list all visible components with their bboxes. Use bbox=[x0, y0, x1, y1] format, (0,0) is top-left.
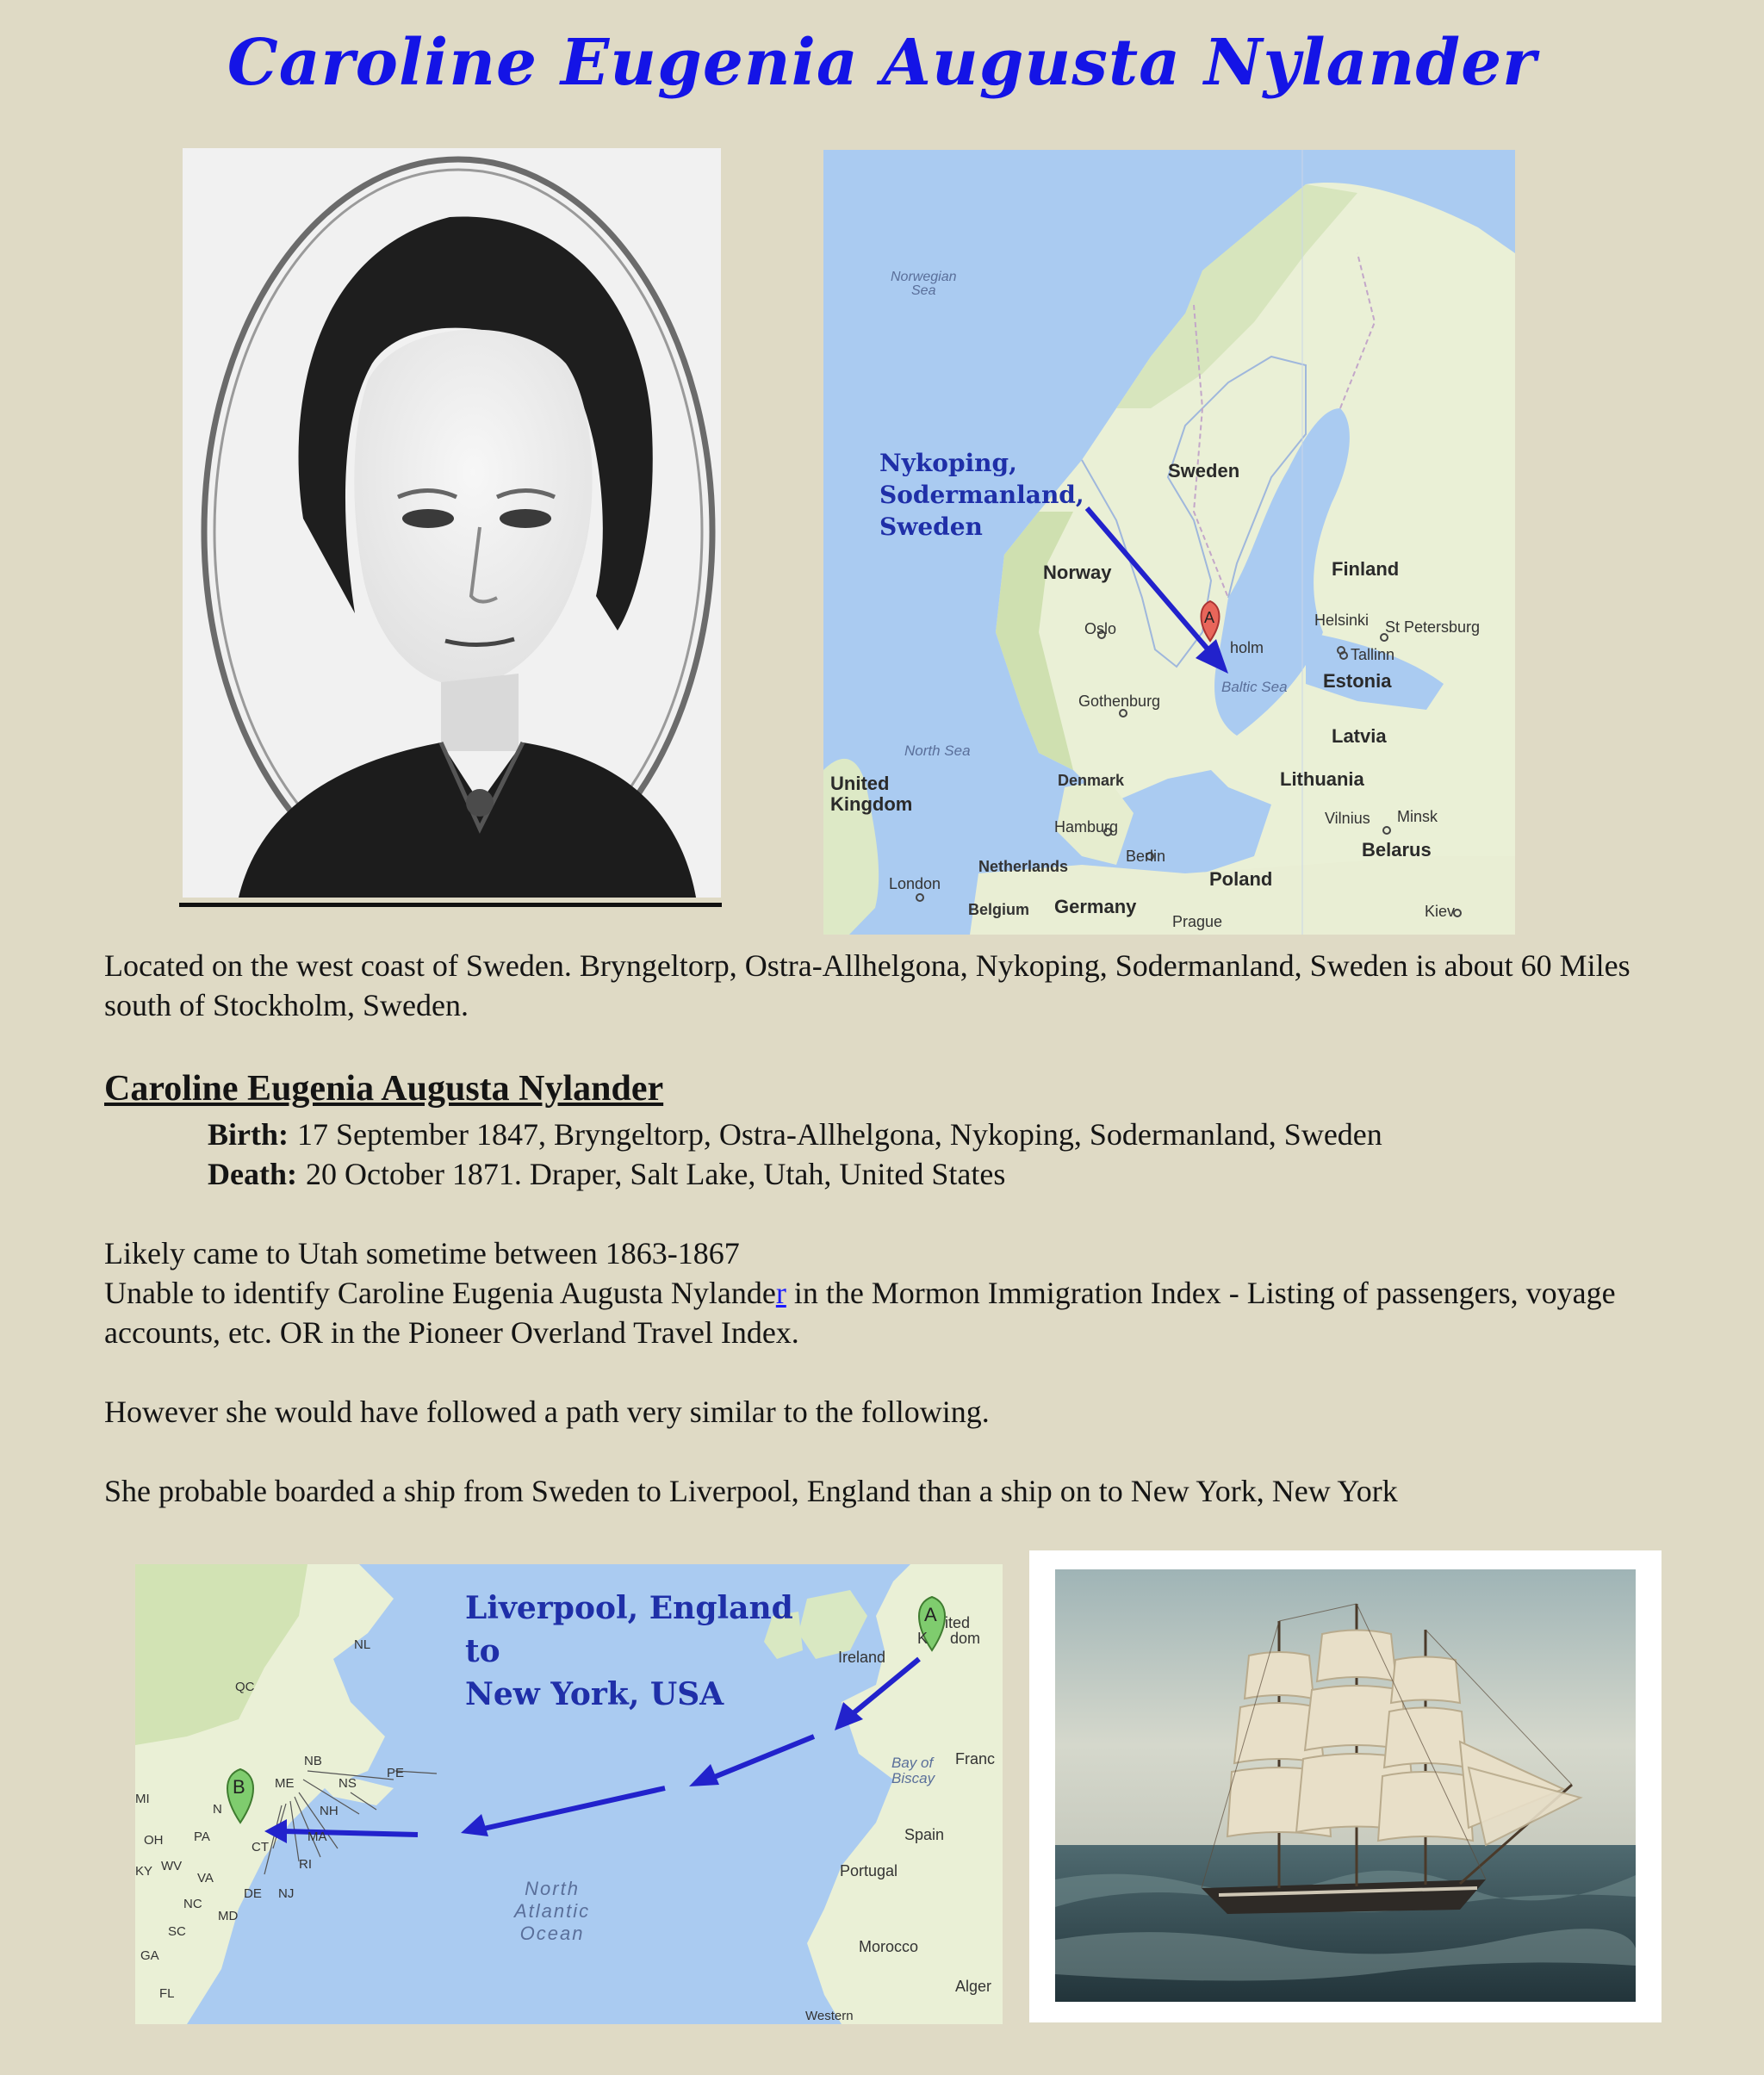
label-ny: N bbox=[213, 1802, 222, 1817]
atlantic-callout-1: Liverpool, England bbox=[465, 1590, 793, 1626]
label-mi: MI bbox=[135, 1792, 150, 1806]
label-ma: MA bbox=[307, 1830, 327, 1844]
atlantic-callout-3: New York, USA bbox=[465, 1676, 724, 1712]
svg-text:B: B bbox=[233, 1776, 245, 1798]
label-uk-1: ited bbox=[945, 1614, 971, 1631]
label-baltic-sea: Baltic Sea bbox=[1221, 679, 1288, 695]
label-ri: RI bbox=[299, 1857, 312, 1872]
label-belgium: Belgium bbox=[968, 901, 1030, 918]
label-portugal: Portugal bbox=[840, 1862, 898, 1879]
label-norway: Norway bbox=[1043, 562, 1112, 583]
label-spain: Spain bbox=[904, 1826, 945, 1843]
label-biscay-2: Biscay bbox=[891, 1770, 935, 1786]
label-denmark: Denmark bbox=[1058, 772, 1125, 789]
label-north-atlantic-1: North bbox=[525, 1878, 580, 1899]
label-me: ME bbox=[275, 1776, 295, 1791]
label-ireland: Ireland bbox=[838, 1649, 886, 1666]
svg-text:A: A bbox=[924, 1604, 937, 1625]
label-france: Franc bbox=[955, 1750, 996, 1767]
label-united-kingdom-1: United bbox=[830, 773, 890, 794]
label-de: DE bbox=[244, 1886, 262, 1901]
label-algeria: Alger bbox=[955, 1978, 992, 1995]
map-atlantic bbox=[135, 1564, 1003, 2024]
label-netherlands: Netherlands bbox=[978, 858, 1069, 875]
label-wv: WV bbox=[161, 1859, 183, 1873]
unable-paragraph bbox=[104, 1273, 1672, 1352]
person-heading: Caroline Eugenia Augusta Nylander bbox=[104, 1069, 664, 1109]
label-sc: SC bbox=[168, 1924, 186, 1939]
label-nc: NC bbox=[183, 1897, 202, 1911]
birth-value: 17 September 1847, Bryngeltorp, Ostra-Allhelgona, Nykoping, Sodermanland, Sweden bbox=[297, 1117, 1382, 1152]
label-nj: NJ bbox=[278, 1886, 295, 1901]
label-north-sea: North Sea bbox=[904, 742, 971, 759]
label-lithuania: Lithuania bbox=[1280, 768, 1364, 790]
likely-paragraph: Likely came to Utah sometime between 1863-1867 bbox=[104, 1236, 740, 1270]
callout-line-2: Sodermanland, bbox=[879, 481, 1084, 509]
birth-label: Birth: bbox=[208, 1117, 289, 1152]
label-poland: Poland bbox=[1209, 868, 1273, 890]
label-uk-3: dom bbox=[950, 1630, 981, 1647]
death-label: Death: bbox=[208, 1157, 297, 1191]
label-north-atlantic-3: Ocean bbox=[519, 1923, 585, 1944]
portrait-underline bbox=[179, 903, 722, 907]
birth-line bbox=[208, 1115, 1382, 1154]
label-latvia: Latvia bbox=[1332, 725, 1387, 747]
portrait-photo bbox=[183, 148, 721, 898]
label-kiev: Kiev bbox=[1425, 903, 1456, 920]
label-belarus: Belarus bbox=[1362, 839, 1432, 860]
label-nb: NB bbox=[304, 1754, 322, 1768]
page-title: Caroline Eugenia Augusta Nylander bbox=[227, 26, 1537, 100]
label-st-petersburg: St Petersburg bbox=[1385, 618, 1481, 636]
label-north-atlantic-2: Atlantic bbox=[514, 1900, 591, 1922]
unable-text-before: Unable to identify Caroline Eugenia Augusta Nylande bbox=[104, 1276, 776, 1310]
label-ky: KY bbox=[135, 1864, 153, 1879]
death-line bbox=[208, 1154, 1005, 1194]
label-estonia: Estonia bbox=[1323, 670, 1392, 692]
label-tallinn: Tallinn bbox=[1351, 646, 1395, 663]
boarded-paragraph: She probable boarded a ship from Sweden to Liverpool, England than a ship on to New York, New York bbox=[104, 1474, 1398, 1508]
label-fl: FL bbox=[159, 1986, 175, 2001]
however-paragraph: However she would have followed a path very similar to the following. bbox=[104, 1395, 990, 1429]
label-prague: Prague bbox=[1172, 913, 1223, 930]
label-london: London bbox=[889, 875, 941, 892]
label-vilnius: Vilnius bbox=[1325, 810, 1370, 827]
callout-line-3: Sweden bbox=[879, 513, 983, 541]
label-oh: OH bbox=[144, 1833, 164, 1848]
label-ga: GA bbox=[140, 1948, 159, 1963]
death-value: 20 October 1871. Draper, Salt Lake, Utah, United States bbox=[305, 1157, 1006, 1191]
label-md: MD bbox=[218, 1909, 239, 1923]
atlantic-callout-2: to bbox=[465, 1633, 500, 1669]
label-norwegian-sea-1: Norwegian bbox=[891, 270, 957, 284]
label-ct: CT bbox=[252, 1840, 269, 1854]
label-nh: NH bbox=[320, 1804, 339, 1818]
label-western: Western bbox=[805, 2009, 854, 2023]
label-stockholm: holm bbox=[1230, 639, 1264, 656]
ship-painting bbox=[1055, 1569, 1636, 2002]
label-gothenburg: Gothenburg bbox=[1078, 693, 1161, 710]
label-minsk: Minsk bbox=[1397, 808, 1438, 825]
label-biscay-1: Bay of bbox=[891, 1755, 934, 1771]
label-finland: Finland bbox=[1332, 558, 1400, 580]
svg-text:A: A bbox=[1204, 609, 1215, 626]
label-va: VA bbox=[197, 1871, 214, 1886]
label-oslo: Oslo bbox=[1084, 620, 1117, 637]
label-ns: NS bbox=[339, 1776, 357, 1791]
label-germany: Germany bbox=[1054, 896, 1137, 917]
label-pe: PE bbox=[387, 1766, 405, 1780]
label-sweden: Sweden bbox=[1168, 460, 1240, 481]
label-united-kingdom-2: Kingdom bbox=[830, 793, 913, 815]
location-paragraph: Located on the west coast of Sweden. Bryngeltorp, Ostra-Allhelgona, Nykoping, Sodermanland, Sweden is about 60 Miles south of Stockholm, Sweden. bbox=[104, 948, 1630, 1022]
label-norwegian-sea-2: Sea bbox=[911, 283, 936, 298]
unable-inline-link[interactable]: r bbox=[775, 1276, 786, 1310]
label-pa: PA bbox=[194, 1830, 210, 1844]
label-qc: QC bbox=[235, 1680, 255, 1694]
callout-line-1: Nykoping, bbox=[879, 449, 1017, 477]
map-scandinavia bbox=[823, 150, 1515, 935]
label-morocco: Morocco bbox=[859, 1938, 919, 1955]
label-hamburg: Hamburg bbox=[1054, 818, 1119, 836]
label-nl: NL bbox=[354, 1637, 371, 1652]
unable-text-after: in the Mormon Immigration Index - Listing of passengers, voyage accounts, etc. OR in the Pioneer Overland Travel Index. bbox=[104, 1276, 1616, 1350]
label-berlin: Berlin bbox=[1126, 848, 1166, 865]
label-helsinki: Helsinki bbox=[1314, 612, 1370, 629]
label-uk-2: K bbox=[917, 1630, 929, 1647]
